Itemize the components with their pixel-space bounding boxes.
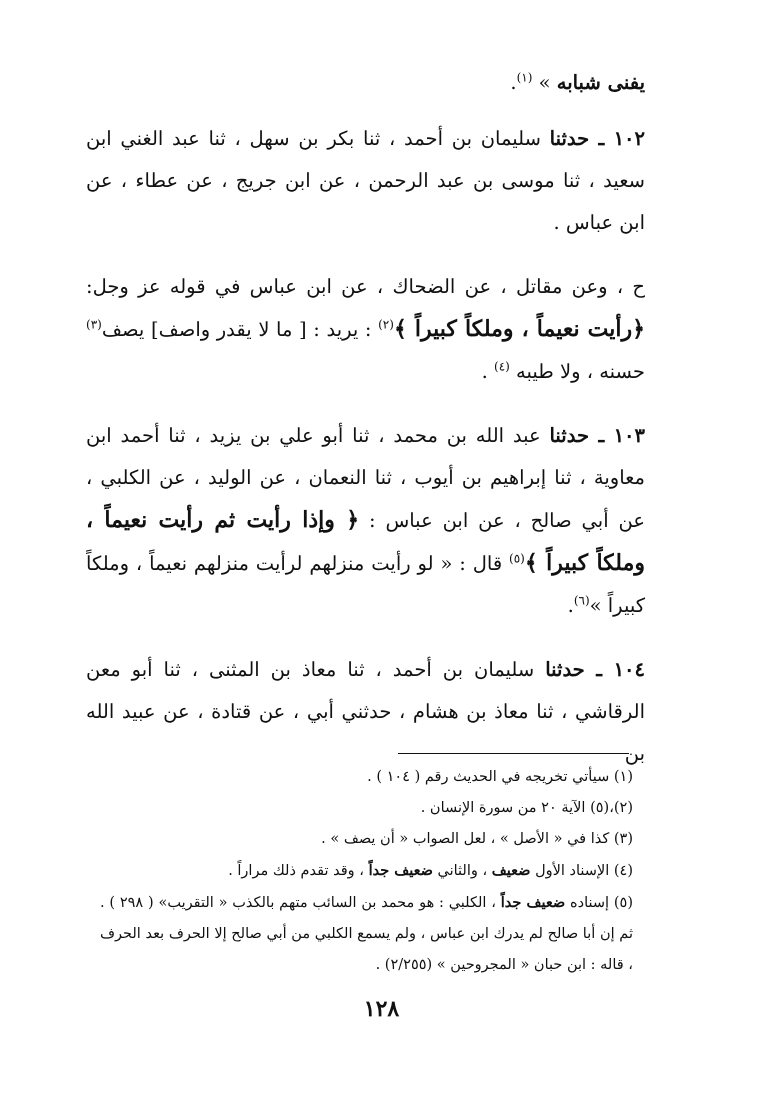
intro-end: .	[510, 71, 517, 94]
haddathana: حدثنا	[549, 424, 599, 447]
chain-text: حسنه ، ولا طيبه	[509, 360, 645, 383]
footnote-text: الإسناد الأول	[530, 863, 614, 879]
quran-verse: ﴿رأيت نعيماً ، وملكاً كبيراً ﴾	[393, 316, 645, 342]
hadith-text: سليمان بن أحمد ، ثنا بكر بن سهل ، ثنا عبد الغني ابن سعيد ، ثنا موسى بن عبد الرحمن ، عن ابن جريج ، عن عطاء ، عن ابن عباس .	[86, 127, 645, 234]
hadith-number: ١٠٤ ـ	[596, 658, 645, 681]
footnote-text: كذا في « الأصل » ، لعل الصواب « أن يصف » .	[321, 831, 614, 847]
footnote-marker: (٢)	[378, 317, 394, 332]
hadith-102	[86, 118, 645, 244]
footnote-marker: (٤)	[613, 863, 633, 879]
footnote-marker: (١)	[613, 769, 633, 785]
footnotes	[100, 762, 633, 981]
intro-bold: يفنى شبابه	[556, 71, 645, 94]
footnote-marker: (٣)	[613, 831, 633, 847]
footnote-5	[100, 887, 633, 981]
footnote-marker: (١)	[516, 70, 533, 85]
footnote-text: ، وقد تقدم ذلك مراراً .	[228, 863, 369, 879]
hadith-text: سليمان بن أحمد ، ثنا معاذ بن المثنى ، ثنا أبو معن الرقاشي ، ثنا معاذ بن هشام ، حدثني أبي ، عن قتادة ، عن عبيد الله بن	[86, 658, 645, 765]
hadith-104	[86, 649, 645, 775]
chain-end: .	[481, 360, 494, 383]
footnote-text: ، الكلبي : هو محمد بن السائب متهم بالكذب « التقريب» ( ٢٩٨ ) . ثم إن أبا صالح لم يدرك ابن عباس ، ولم يسمع الكلبي من أبي صالح إلا الحرف بعد الحرف ، قاله : ابن حبان « المجروحين » (٢/٢٥٥) .	[100, 895, 633, 973]
footnote-4	[100, 855, 633, 887]
hadith-number: ١٠٣ ـ	[598, 424, 645, 447]
footnote-2-5	[100, 793, 633, 824]
footnote-3	[100, 824, 633, 855]
grading-very-weak: ضعيف جداً	[500, 894, 566, 911]
hadith-102-alt-chain	[86, 266, 645, 393]
chain-text: ح ، وعن مقاتل ، عن الضحاك ، عن ابن عباس في قوله عز وجل:	[86, 275, 645, 298]
footnote-1	[100, 762, 633, 793]
footnote-text: إسناده	[565, 895, 614, 911]
page-number: ١٢٨	[363, 996, 400, 1022]
footnote-text: الآية ٢٠ من سورة الإنسان .	[420, 800, 591, 816]
grading-very-weak: ضعيف جداً	[368, 862, 433, 879]
quran-verse: ﴿ وإذا رأيت ثم رأيت نعيماً ، وملكاً كبيراً ﴾	[86, 507, 645, 576]
footnote-marker: (٤)	[494, 359, 510, 374]
footnote-divider	[398, 753, 629, 754]
intro-line	[86, 62, 645, 104]
footnote-text: سيأتي تخريجه في الحديث رقم ( ١٠٤ ) .	[367, 769, 614, 785]
haddathana: حدثنا	[545, 658, 597, 681]
grading-weak: ضعيف	[491, 862, 531, 879]
hadith-number: ١٠٢ ـ	[598, 127, 645, 150]
main-text	[86, 62, 645, 797]
footnote-marker: (٥)	[509, 551, 525, 566]
footnote-marker: (٦)	[573, 593, 590, 608]
footnote-text: ، والثاني	[432, 863, 492, 879]
haddathana: حدثنا	[549, 127, 599, 150]
footnote-marker: (٢)،(٥)	[590, 800, 633, 816]
hadith-text: قال : « لو رأيت منزلهم لرأيت منزلهم نعيماً ، وملكاً كبيراً »	[86, 552, 645, 617]
hadith-end: .	[567, 594, 574, 617]
intro-rest: »	[532, 71, 557, 94]
chain-text: : يريد : [ ما لا يقدر واصف] يصف	[101, 318, 379, 341]
footnote-marker: (٥)	[613, 895, 633, 911]
footnote-marker: (٣)	[86, 317, 102, 332]
hadith-103	[86, 415, 645, 627]
hadith-text: عبد الله بن محمد ، ثنا أبو علي بن يزيد ، ثنا أحمد ابن معاوية ، ثنا إبراهيم بن أيوب ، ثنا النعمان ، عن الوليد ، عن الكلبي ، عن أبي صالح ، عن ابن عباس :	[86, 424, 645, 532]
